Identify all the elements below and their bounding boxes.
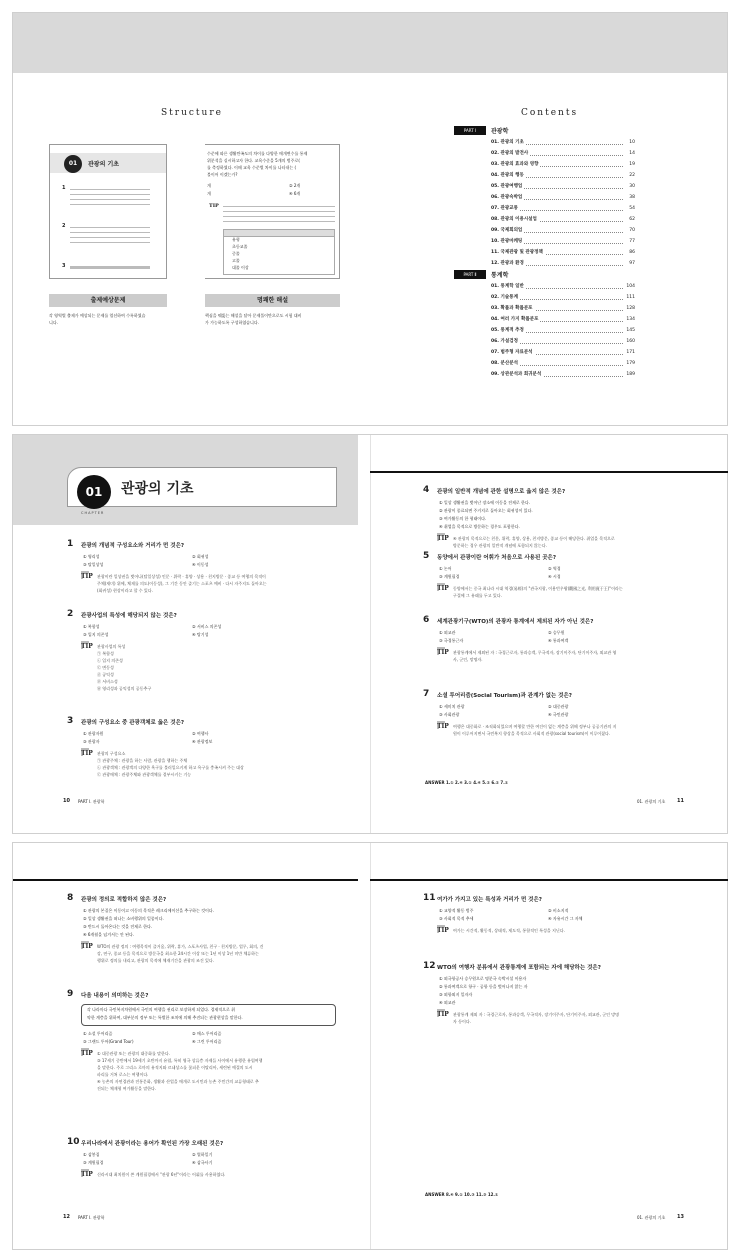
thumb-q2-lines [70,225,150,247]
answer-option: ④ 관광정보 [192,739,213,744]
toc-entry[interactable] [491,194,635,202]
answer-option: ③ 관광자 [83,739,100,744]
desc2-line-2: 가 가능하도록 구성하였습니다. [205,320,260,325]
question-number: 7 [423,689,430,699]
answer-option: ③ 사회관광 [439,712,460,717]
toc-entry[interactable] [491,227,635,235]
toc-entry-title: 04. 관광의 행동 [491,173,524,178]
tip-line: 여행은 대중화로 · 조직화되었으며 여행할 만한 여건이 없는 계층을 위해 정부나 공공기관의 지 [453,724,617,729]
footer-right-page-no: 13 [677,1214,684,1220]
answer-option: ③ 국경통근자 [439,638,464,643]
thumb2-option-d: ④ 6개 [289,191,301,196]
toc-entry-title: 06. 가설검정 [491,339,518,344]
answer-option: ② 회귀성 [192,554,209,559]
tip-line: ㉡ 관광객체 : 관광객의 다양한 욕구를 불러일으키게 하고 욕구를 충족시켜 주는 대상 [97,765,244,770]
tip-label: TIP [437,535,449,542]
thumb2-table-row-4: 고졸 [232,258,240,263]
thumb-q2-number: 2 [62,223,66,229]
answer-option: ③ 사회적 목적 추세 [439,916,474,921]
question-number: 11 [423,893,436,903]
answer-option: ① 관광의 본질은 이동이고 이동의 목적은 레크리에이션을 추구하는 것이다. [83,908,214,913]
question-text: 소셜 투어리즘(Social Tourism)과 관계가 없는 것은? [437,693,572,699]
question-text: 관광사업의 특성에 해당되지 않는 것은? [81,613,177,619]
question-number: 6 [423,615,430,625]
question-number: 9 [67,989,74,999]
thumb-chapter-title: 관광의 기초 [88,161,120,168]
chapter-label: CHAPTER [81,511,105,515]
answer-option: ② 역경 [548,566,561,571]
thumb-q3-number: 3 [62,263,66,269]
desc1-line-2: 니다. [49,320,58,325]
toc-entry[interactable] [491,205,635,213]
tip-line: 사, 군인, 망명자. [453,657,483,662]
tip-icon [437,1009,445,1017]
passage-line: 각 나라마다 국민복지차원에서 국민의 여행을 권리로 보장하게 되었다. 경제적으로 취 [87,1007,235,1012]
toc-entry[interactable] [491,150,635,158]
tip-icon [81,571,89,579]
answer-option: ② 통과여객으로 항구 · 공항 등을 벗어나지 않는 자 [439,984,528,989]
sample-page-questions [49,144,167,279]
answer-option: ② 서비스 의존성 [192,624,222,629]
toc-entry[interactable] [491,371,635,379]
part2-title: 통계학 [491,272,509,279]
answer-option: ① 교양적 활동 범주 [439,908,474,913]
thumb2-table [223,229,335,275]
answer-option: ④ 탕기성 [192,632,209,637]
question-text: 관광의 개념적 구성요소와 거리가 먼 것은? [81,543,185,549]
answer-option: ① 세미치 관광 [439,704,465,709]
tip-icon [81,1048,89,1056]
thumb2-line-1: 수준에 따른 생활만족도의 차이를 다양한 매개변수를 통제 [207,151,308,156]
answer-option: ② 매스 투어리즘 [192,1031,222,1036]
tip-line: ① 대중관광 또는 관광의 대중화를 말한다. [97,1051,171,1056]
toc-entry-page: 77 [629,239,635,244]
toc-entry[interactable] [491,316,635,324]
question-number: 3 [67,716,74,726]
question-text: 관광의 일반적 개념에 관한 설명으로 옳지 않은 것은? [437,489,566,495]
answer-option: ② 관광이 종료되면 주거지로 돌아오는 회귀성이 있다. [439,508,533,513]
question-text: 동양에서 관광이란 어휘가 처음으로 사용된 곳은? [437,555,557,561]
answer-option: ④ 6개월을 넘겨서는 안 된다. [83,932,135,937]
tip-icon [437,721,445,729]
answer-option: ① 논어 [439,566,452,571]
tip-label: TIP [437,649,449,656]
tip-label: TIP [81,943,93,950]
thumb2-option-c: 개 [207,191,211,196]
toc-entry-title: 04. 여러 가지 확률분포 [491,317,539,322]
spread2-gutter [370,435,371,833]
toc-entry-title: 08. 분산분석 [491,361,518,366]
toc-entry-page: 62 [629,217,635,222]
question-number: 12 [423,961,436,971]
answer-option: ③ 외항외지 일자자 [439,992,473,997]
toc-entry-page: 10 [629,140,635,145]
toc-entry-title: 08. 관광의 이용시설업 [491,217,537,222]
answer-option: ③ 입지 의존성 [83,632,109,637]
answer-option: ① 복합성 [83,624,100,629]
thumb-q1-number: 1 [62,185,66,191]
footer-left-section: PART Ⅰ. 관광학 [78,799,105,804]
tip-line: 관광의 구성요소 [97,751,126,756]
question-number: 5 [423,551,430,561]
thumb2-table-header [224,230,334,237]
toc-entry-page: 86 [629,250,635,255]
answer-option: ② 대중관광 [548,704,569,709]
thumb2-table-row-1: 유형 [232,237,240,242]
toc-entry-title: 01. 관광의 기초 [491,140,524,145]
tip-line: ㉠ 복합성 [97,651,114,656]
question-number: 2 [67,609,74,619]
toc-entry-page: 179 [626,361,635,366]
toc-entry-page: 128 [626,306,635,311]
question-number: 1 [67,539,74,549]
toc-entry[interactable] [491,294,635,302]
tip-icon [81,941,89,949]
tip-label: TIP [437,1011,449,1018]
answer-option: ③ 반드시 돌아온다는 것을 전제로 한다. [83,924,153,929]
thumb2-line-3: 를 측정하였다. 이때 교육 수준별 차이를 나타내는 ( [207,165,297,170]
tip-line: 구절에 그 유래를 두고 있다. [453,593,502,598]
caption-box-1: 출제예상문제 [49,294,167,307]
tip-line: ④ 관광의 목적으로는 친분, 위락, 휴양, 상용, 친지방문, 종교 등이 해당한다. 취업을 목적으로 [453,536,615,541]
toc-entry-title: 05. 관광여행업 [491,184,523,189]
footer-left-page-no: 10 [63,798,70,804]
answer-option: ① 외교관 [439,630,456,635]
tip-line: 신라시대 최치원이 쓴 계원필경에서 "관광 6년"이라는 어휘를 사용하였다. [97,1172,226,1177]
toc-entry-page: 171 [626,350,635,355]
answer-option: ④ 외교관 [439,1000,456,1005]
tip-icon [81,1169,89,1177]
tip-icon [437,583,445,591]
tip-label: TIP [437,723,449,730]
tip-line: ㉥ 영리성과 공익성의 공동추구 [97,686,152,691]
question-number: 8 [67,893,74,903]
tip-icon [437,925,445,933]
tip-line: WTO의 관광 정의 : 여행목적이 즐거움, 위락, 휴가, 스포츠사업, 친구 · 친지방문, 업무, 회의, 건 [97,944,264,949]
answer-option: ④ 자유시간 그 자체 [548,916,583,921]
tip-line: 관광이란 일상권을 벗어나(탈일상성) 인문 · 위락 · 휴양 · 상용 · 친지방문 · 종교 등 여행의 목적이 [97,574,266,579]
toc-entry[interactable] [491,260,635,268]
answer-option: ④ 삼국사기 [192,1160,213,1165]
toc-entry-title: 09. 상관분석과 회귀분석 [491,372,542,377]
tip-line: 행위로 정의를 내리고, 관광의 목적에 체재기간을 관광의 조건 있다. [97,958,215,963]
page12-top-rule [13,879,358,881]
tip-line: 을 말한다. 주로 그리스 로마의 유적지와 르네상스를 꽃피운 이탈리아, 세련된 예절의 도시 [97,1065,253,1070]
toc-entry-page: 160 [626,339,635,344]
toc-entry-page: 38 [629,195,635,200]
tip-line: ㉠ 관광주체 : 관광을 하는 사람, 관광을 행하는 주체 [97,758,188,763]
toc-entry-title: 06. 관광숙박업 [491,195,523,200]
tip-line: ㉡ 입지 의존성 [97,658,123,663]
footer-right-page-no: 11 [677,798,684,804]
toc-entry-title: 02. 기술통계 [491,295,518,300]
footer-left-page-no: 12 [63,1214,70,1220]
toc-entry[interactable] [491,305,635,313]
answer-option: ④ 취업을 목적으로 방문하는 경우도 포함한다. [439,524,520,529]
footer-right-section: 01. 관광의 기초 [637,799,666,804]
tip-line: (회귀성) 현상이라고 할 수 있다. [97,588,153,593]
page11-top-rule [370,471,728,473]
tip-label: TIP [81,750,93,757]
toc-entry[interactable] [491,283,635,291]
answer-option: ① 관광자원 [83,731,104,736]
thumb2-option-b: ② 2개 [289,183,301,188]
answer-option: ④ 시경 [548,574,561,579]
tip-line: 여가는 시간적, 활동적, 상태적, 제도적, 통합적인 특성을 지닌다. [453,928,565,933]
tip-label: TIP [81,573,93,580]
spread3-gutter [370,843,371,1249]
toc-entry[interactable] [491,327,635,335]
answer-option: ④ 통과여객 [548,638,569,643]
thumb2-table-row-3: 중졸 [232,251,240,256]
answer-option: ④ 국민관광 [548,712,569,717]
contents-title: Contents [521,108,579,118]
thumb-chapter-badge: 01 [64,155,82,173]
answer-option: ① 외국항공사 승무원으로 명분국 숙박시설 이용자 [439,976,527,981]
tip-line: ㉢ 관광매체 : 관광주체와 관광객체를 결부시키는 기능 [97,772,192,777]
tip-icon [81,641,89,649]
toc-entry-page: 22 [629,173,635,178]
thumb-q1-lines [70,187,150,205]
caption-box-2: 명쾌한 해설 [205,294,340,307]
tip-line: 파리를 거쳐 로스는 여행이다. [97,1072,149,1077]
tip-label: TIP [437,927,449,934]
part1-badge: PART Ⅰ [454,126,486,135]
answer-option: ③ 탈일상성 [83,562,104,567]
question-number: 10 [67,1137,80,1147]
toc-entry[interactable] [491,238,635,246]
tip-line: 방문하는 경우 관광의 일반적 개념에 포함되지 않는다. [453,543,547,548]
toc-entry-page: 97 [629,261,635,266]
tip-line: ③ 17세기 중반에서 19세기 초반까지 유럽, 특히 영국 상류층 자제들 사이에서 유행한 유럽여행 [97,1058,263,1063]
tip-line: 자 등이다. [453,1019,471,1024]
toc-entry-page: 54 [629,206,635,211]
structure-title: Structure [161,108,223,118]
tip-icon [437,533,445,541]
toc-entry[interactable] [491,249,635,257]
tip-line: 원이 이루어지면서 국민복지 향상을 목적으로 사회적 관광(social tourism)이 이루어졌다. [453,731,611,736]
toc-entry-title: 03. 관광의 효과와 영향 [491,162,539,167]
thumb2-line-2: 위분석을 실시하고자 한다. 교육수준을 5개의 범주로( [207,158,300,163]
question-text: 여가가 가지고 있는 특성과 거리가 먼 것은? [437,897,543,903]
part1-title: 관광학 [491,128,509,135]
answer-option: ① 일상 생활권을 벗어난 장소에 이동을 전제로 한다. [439,500,531,505]
toc-entry[interactable] [491,349,635,357]
tip-line: 동양에서는 중국 최나라 시대 역경(易經)의 "관국지광, 이용빈우왕(觀國之光, 利用賓于王)"이라는 [453,586,623,591]
toc-entry-title: 03. 확률과 확률분포 [491,306,533,311]
toc-entry-page: 30 [629,184,635,189]
question-text: WTO의 여행자 분류에서 관광통계에 포함되는 자에 해당하는 것은? [437,965,601,971]
answer-option: ④ 그린 투어리즘 [192,1039,222,1044]
answer-option: ② 여행사 [192,731,209,736]
passage-line: 약한 계층을 위하여, 대부분의 정부 또는 특별한 조치에 의해 추진되는 관광현상을 말한다. [87,1015,243,1020]
tip-line: 관광통계에서 제외된 자 : 국경근로자, 통과승객, 무국적자, 장기이주자, 단기이주자, 외교관 영 [453,650,617,655]
desc2-line-1: 핵심을 꿰뚫는 해설을 달아 문제풀이만으로도 시험 대비 [205,313,302,318]
tip-label: TIP [437,585,449,592]
tip-icon [437,647,445,655]
answer-option: ③ 계원필경 [439,574,460,579]
tip-label: TIP [81,1171,93,1178]
answer-option: ② 열하일기 [192,1152,213,1157]
question-text: 다음 내용이 의미하는 것은? [81,993,149,999]
chapter-badge: 01 [77,475,111,509]
toc-entry[interactable] [491,360,635,368]
answer-option: ② 승무원 [548,630,565,635]
question-text: 관광의 정의로 적합하지 않은 것은? [81,897,167,903]
tip-line: ㉣ 공익성 [97,672,114,677]
tip-line: 강, 연구, 종교 등을 목적으로 방문국을 최소한 24시간 이상 또는 1년 이상 1년 미만 체류하는 [97,951,259,956]
toc-entry-page: 19 [629,162,635,167]
spread-pages-12-13 [12,842,728,1250]
footer-right-section: 01. 관광의 기초 [637,1215,666,1220]
sample-page-explanation [205,144,340,279]
desc1-line-1: 각 영역별 출제가 예상되는 문제를 엄선하여 수록하였습 [49,313,146,318]
answer-option: ② 일상 생활권을 떠나는 소비행위의 일종이다. [83,916,164,921]
tip-line: 관광통계 제외 자 : 국경근로자, 통과승객, 무국적자, 장기이주자, 단기이주자, 외교관, 군인 망명 [453,1012,619,1017]
page13-top-rule [370,879,728,881]
answer-option: ① 소설 투어리즘 [83,1031,113,1036]
spread-header-band [13,13,727,73]
toc-entry-title: 10. 관광마케팅 [491,239,523,244]
thumb2-table-row-2: 초등교졸 [232,244,248,249]
chapter-title: 관광의 기초 [121,481,194,497]
question-number: 4 [423,485,430,495]
toc-entry-title: 07. 범주형 자료분석 [491,350,533,355]
toc-entry[interactable] [491,183,635,191]
tip-icon [81,748,89,756]
answer-option: ① 삼봉집 [83,1152,100,1157]
thumb2-option-a: 개 [207,183,211,188]
toc-entry-page: 189 [626,372,635,377]
tip-line: ㉤ 서비스성 [97,679,118,684]
toc-entry-title: 12. 관광과 환경 [491,261,524,266]
tip-label: TIP [81,1050,93,1057]
toc-entry-title: 11. 국제관광 및 관광정책 [491,250,543,255]
thumb2-tip-lines [223,204,335,224]
spread-structure-contents [12,12,728,426]
answer-option: ③ 그랜드 투어(Grand Tour) [83,1039,134,1044]
thumb2-tip-label: TIP [209,203,219,209]
tip-line: ④ 농촌의 자연경관과 전통문화, 생활과 산업을 매개로 도시민과 농촌 주민간의 교류형태로 추 [97,1079,259,1084]
answer-key-2: ANSWER 8.④ 9.① 10.③ 11.③ 12.① [425,1192,499,1197]
toc-entry-page: 14 [629,151,635,156]
toc-entry[interactable] [491,172,635,180]
toc-entry-title: 07. 관광교통 [491,206,518,211]
toc-entry[interactable] [491,139,635,147]
toc-entry-title: 09. 국제회의업 [491,228,523,233]
thumb-q3-lines [70,266,150,269]
answer-option: ② 비소지적 [548,908,569,913]
question-text: 관광의 구성요소 중 관광객체로 옳은 것은? [81,720,185,726]
toc-entry-page: 145 [626,328,635,333]
tip-label: TIP [81,643,93,650]
toc-entry[interactable] [491,338,635,346]
question-text: 세계관광기구(WTO)의 관광자 통계에서 제외된 자가 아닌 것은? [437,619,594,625]
toc-entry[interactable] [491,161,635,169]
tip-line: 진되는 체재형 여가활동을 말한다. [97,1086,157,1091]
answer-key-1: ANSWER 1.① 2.④ 3.① 4.④ 5.② 6.② 7.① [425,780,509,785]
answer-option: ④ 이동성 [192,562,209,567]
part2-badge: PART Ⅱ [454,270,486,279]
tip-line: ㉢ 변동성 [97,665,114,670]
answer-option: ① 영리성 [83,554,100,559]
tip-line: 관광사업의 특성 [97,644,126,649]
thumb2-table-row-5: 대졸 이상 [232,265,249,270]
toc-entry-page: 111 [626,295,635,300]
question-text: 우리나라에서 관광이라는 용어가 확인된 가장 오래된 것은? [81,1141,224,1147]
answer-option: ③ 계원필경 [83,1160,104,1165]
toc-entry[interactable] [491,216,635,224]
toc-entry-title: 05. 통계적 추정 [491,328,524,333]
thumb2-line-4: 불이어 이겠는가? [207,172,238,177]
toc-entry-title: 01. 통계학 일반 [491,284,524,289]
toc-entry-page: 104 [626,284,635,289]
tip-line: 주체(재미) 위에, 체재를 의도(이동성), 그 기간 동안 즐기는 스포츠 예비 · 다시 자주지도 돌아오는 [97,581,267,586]
toc-entry-title: 02. 관광의 발전사 [491,151,529,156]
toc-entry-page: 134 [626,317,635,322]
toc-entry-page: 70 [629,228,635,233]
footer-left-section: PART Ⅰ. 관광학 [78,1215,105,1220]
answer-option: ③ 여가활동의 한 형태이다. [439,516,487,521]
spread-pages-10-11 [12,434,728,834]
